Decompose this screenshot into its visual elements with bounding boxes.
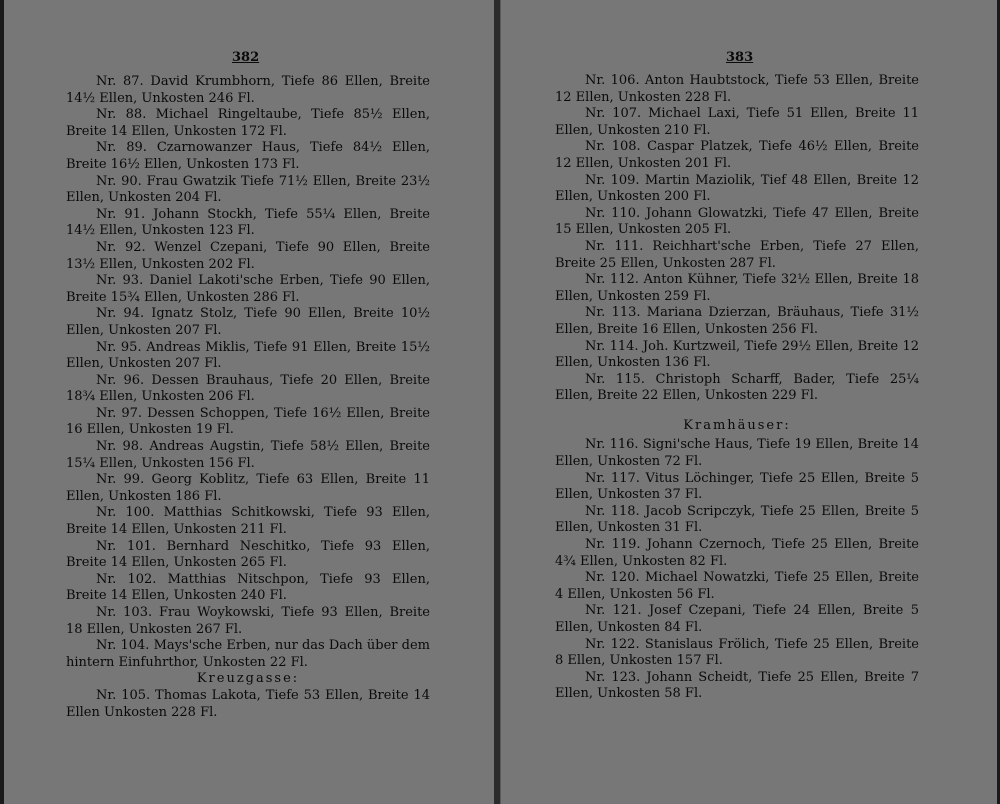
- list-item: Nr. 122. Stanislaus Frölich, Tiefe 25 Ellen, Breite 8 Ellen, Unkosten 157 Fl.: [555, 636, 919, 669]
- text-block: [555, 73, 919, 703]
- list-item: Nr. 123. Johann Scheidt, Tiefe 25 Ellen, Breite 7 Ellen, Unkosten 58 Fl.: [555, 669, 919, 702]
- list-item: Nr. 108. Caspar Platzek, Tiefe 46½ Ellen, Breite 12 Ellen, Unkosten 201 Fl.: [555, 139, 919, 171]
- list-item: Nr. 91. Johann Stockh, Tiefe 55¼ Ellen, Breite 14½ Ellen, Unkosten 123 Fl.: [66, 206, 430, 239]
- left-page: [4, 0, 495, 804]
- list-item: Nr. 116. Signi'sche Haus, Tiefe 19 Ellen, Breite 14 Ellen, Unkosten 72 Fl.: [555, 437, 919, 470]
- entry-list: [555, 73, 919, 405]
- list-item: Nr. 93. Daniel Lakoti'sche Erben, Tiefe 90 Ellen, Breite 15¾ Ellen, Unkosten 286 Fl.: [66, 273, 430, 305]
- list-item: Nr. 95. Andreas Miklis, Tiefe 91 Ellen, Breite 15½ Ellen, Unkosten 207 Fl.: [66, 339, 430, 372]
- list-item: Nr. 99. Georg Koblitz, Tiefe 63 Ellen, Breite 11 Ellen, Unkosten 186 Fl.: [66, 472, 430, 504]
- list-item: Nr. 97. Dessen Schoppen, Tiefe 16½ Ellen, Breite 16 Ellen, Unkosten 19 Fl.: [66, 405, 430, 438]
- list-item: Nr. 121. Josef Czepani, Tiefe 24 Ellen, Breite 5 Ellen, Unkosten 84 Fl.: [555, 603, 919, 635]
- list-item: Nr. 87. David Krumbhorn, Tiefe 86 Ellen, Breite 14½ Ellen, Unkosten 246 Fl.: [66, 74, 430, 106]
- list-item: Nr. 107. Michael Laxi, Tiefe 51 Ellen, Breite 11 Ellen, Unkosten 210 Fl.: [555, 106, 919, 138]
- list-item: Nr. 119. Johann Czernoch, Tiefe 25 Ellen, Breite 4¾ Ellen, Unkosten 82 Fl.: [555, 537, 919, 569]
- list-item: Nr. 104. Mays'sche Erben, nur das Dach über dem hintern Einfuhrthor, Unkosten 22 Fl.: [66, 638, 430, 670]
- text-block: [66, 74, 430, 721]
- list-item: Nr. 96. Dessen Brauhaus, Tiefe 20 Ellen, Breite 18¾ Ellen, Unkosten 206 Fl.: [66, 372, 430, 405]
- list-item: Nr. 98. Andreas Augstin, Tiefe 58½ Ellen, Breite 15¼ Ellen, Unkosten 156 Fl.: [66, 439, 430, 471]
- list-item: Nr. 94. Ignatz Stolz, Tiefe 90 Ellen, Breite 10½ Ellen, Unkosten 207 Fl.: [66, 306, 430, 338]
- list-item: Nr. 114. Joh. Kurtzweil, Tiefe 29½ Ellen, Breite 12 Ellen, Unkosten 136 Fl.: [555, 338, 919, 371]
- list-item: Nr. 106. Anton Haubtstock, Tiefe 53 Ellen, Breite 12 Ellen, Unkosten 228 Fl.: [555, 73, 919, 105]
- right-page: [500, 0, 997, 804]
- list-item: Nr. 113. Mariana Dzierzan, Bräuhaus, Tiefe 31½ Ellen, Breite 16 Ellen, Unkosten 256 Fl.: [555, 305, 919, 337]
- entry-list: [66, 74, 430, 671]
- list-item: Nr. 90. Frau Gwatzik Tiefe 71½ Ellen, Breite 23½ Ellen, Unkosten 204 Fl.: [66, 173, 430, 206]
- section-heading: Kramhäuser:: [683, 417, 791, 433]
- list-item: Nr. 112. Anton Kühner, Tiefe 32½ Ellen, Breite 18 Ellen, Unkosten 259 Fl.: [555, 272, 919, 304]
- list-item: Nr. 103. Frau Woykowski, Tiefe 93 Ellen, Breite 18 Ellen, Unkosten 267 Fl.: [66, 605, 430, 637]
- list-item: Nr. 89. Czarnowanzer Haus, Tiefe 84½ Ellen, Breite 16½ Ellen, Unkosten 173 Fl.: [66, 140, 430, 172]
- section-heading: Kreuzgasse:: [196, 671, 300, 687]
- list-item: Nr. 101. Bernhard Neschitko, Tiefe 93 Ellen, Breite 14 Ellen, Unkosten 265 Fl.: [66, 538, 430, 571]
- list-item: Nr. 105. Thomas Lakota, Tiefe 53 Ellen, Breite 14 Ellen Unkosten 228 Fl.: [66, 687, 430, 720]
- list-item: Nr. 115. Christoph Scharff, Bader, Tiefe 25¼ Ellen, Breite 22 Ellen, Unkosten 229 Fl.: [555, 371, 919, 404]
- entry-list: [66, 688, 430, 721]
- list-item: Nr. 109. Martin Maziolik, Tief 48 Ellen, Breite 12 Ellen, Unkosten 200 Fl.: [555, 172, 919, 205]
- list-item: Nr. 100. Matthias Schitkowski, Tiefe 93 Ellen, Breite 14 Ellen, Unkosten 211 Fl.: [66, 505, 430, 538]
- list-item: Nr. 117. Vitus Löchinger, Tiefe 25 Ellen, Breite 5 Ellen, Unkosten 37 Fl.: [555, 470, 919, 503]
- page-number: 383: [726, 50, 754, 65]
- page-number: 382: [232, 50, 260, 65]
- list-item: Nr. 118. Jacob Scripczyk, Tiefe 25 Ellen, Breite 5 Ellen, Unkosten 31 Fl.: [555, 503, 919, 536]
- list-item: Nr. 111. Reichhart'sche Erben, Tiefe 27 Ellen, Breite 25 Ellen, Unkosten 287 Fl.: [555, 238, 919, 271]
- list-item: Nr. 120. Michael Nowatzki, Tiefe 25 Ellen, Breite 4 Ellen, Unkosten 56 Fl.: [555, 570, 919, 602]
- entry-list: [555, 437, 919, 703]
- list-item: Nr. 110. Johann Glowatzki, Tiefe 47 Ellen, Breite 15 Ellen, Unkosten 205 Fl.: [555, 205, 919, 238]
- list-item: Nr. 102. Matthias Nitschpon, Tiefe 93 Ellen, Breite 14 Ellen, Unkosten 240 Fl.: [66, 571, 430, 604]
- list-item: Nr. 88. Michael Ringeltaube, Tiefe 85½ Ellen, Breite 14 Ellen, Unkosten 172 Fl.: [66, 107, 430, 139]
- list-item: Nr. 92. Wenzel Czepani, Tiefe 90 Ellen, Breite 13½ Ellen, Unkosten 202 Fl.: [66, 239, 430, 272]
